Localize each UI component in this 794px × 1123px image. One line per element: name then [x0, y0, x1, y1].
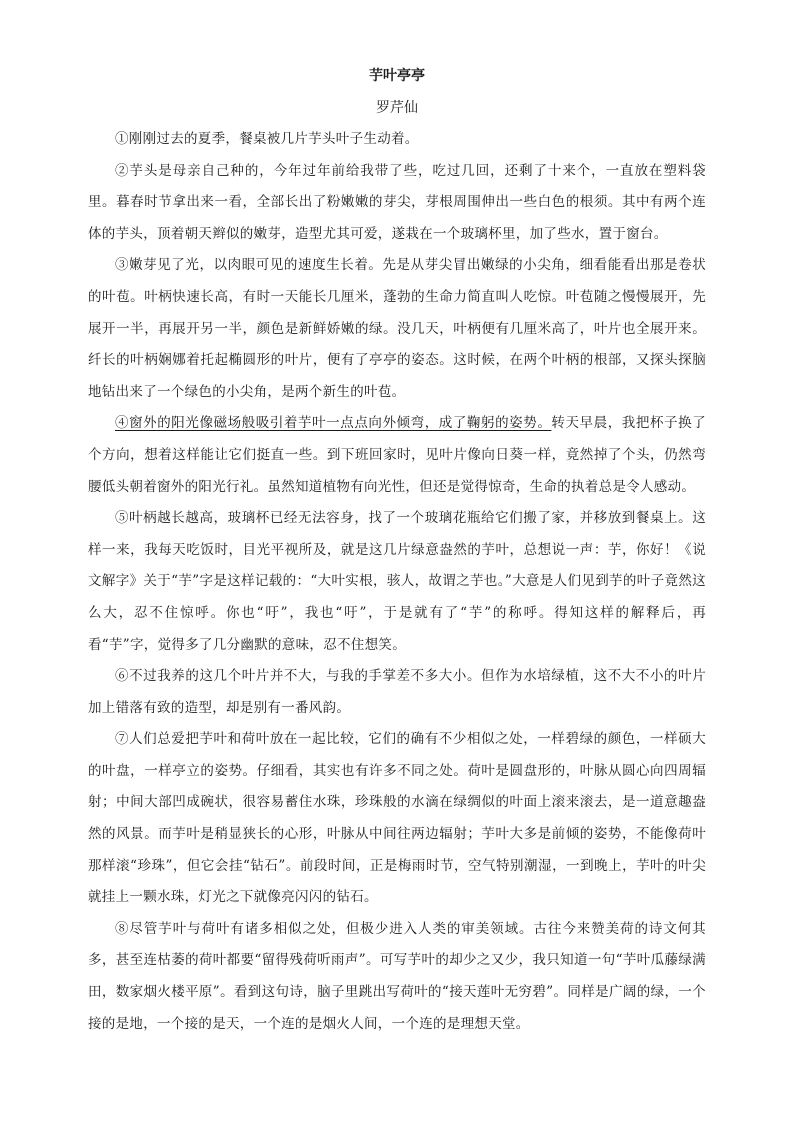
paragraph-text: ⑦人们总爱把芋叶和荷叶放在一起比较，它们的确有不少相似之处，一样碧绿的颜色，一样硕大的叶盘，一样亭立的姿势。仔细看，其实也有许多不同之处。荷叶是圆盘形的，叶脉从圆心向四周辐射；中间大部凹成碗状，很容易蓄住水珠，珍珠般的水滴在绿绸似的叶面上滚来滚去，是一道意趣盎然的风景。而芋叶是稍显狭长的心形，叶脉从中间往两边辐射；芋叶大多是前倾的姿势，不能像荷叶那样滚“珍珠”，但它会挂“钻石”。前段时间，正是梅雨时节，空气特别潮湿，一到晚上，芋叶的叶尖就挂上一颗水珠，灯光之下就像亮闪闪的钻石。 [88, 731, 706, 906]
page-title: 芋叶亭亭 [369, 68, 425, 84]
paragraph-text: ⑥不过我养的这几个叶片并不大，与我的手掌差不多大小。但作为水培绿植，这不大不小的叶片加上错落有致的造型，却是别有一番风韵。 [88, 668, 706, 716]
underlined-sentence: ④窗外的阳光像磁场般吸引着芋叶一点点向外倾弯，成了鞠躬的姿势。 [115, 415, 552, 432]
paragraph-text: ⑤叶柄越长越高，玻璃杯已经无法容身，找了一个玻璃花瓶给它们搬了家，并移放到餐桌上。这样一来，我每天吃饭时，目光平视所及，就是这几片绿意盎然的芋叶，总想说一声：芋，你好！《说文解字》关于“芋”字是这样记载的：“大叶实根，骇人，故谓之芋也。”大意是人们见到芋的叶子竟然这么大，忍不住惊呼。你也“吁”，我也“吁”，于是就有了“芋”的称呼。得知这样的解释后，再看“芋”字，觉得多了几分幽默的意味，忍不住想笑。 [88, 510, 706, 653]
paragraph-4 [88, 408, 706, 503]
author-name: 罗芹仙 [376, 100, 418, 116]
paragraph-text: 转天早晨，我把杯子换了个方向，想着这样能让它们挺直一些。到下班回家时，见叶片像向日葵一样，竟然掉了个头，仍然弯腰低头朝着窗外的阳光行礼。虽然知道植物有向光性，但还是觉得惊奇，生命的执着总是令人感动。 [88, 415, 706, 495]
paragraph-text: ①刚刚过去的夏季，餐桌被几片芋头叶子生动着。 [115, 131, 419, 147]
paragraph-3 [88, 250, 706, 408]
paragraph-2 [88, 156, 706, 251]
paragraph-text: ③嫩芽见了光，以肉眼可见的速度生长着。先是从芽尖冒出嫩绿的小尖角，细看能看出那是卷状的叶苞。叶柄快速长高，有时一天能长几厘米，蓬勃的生命力简直叫人吃惊。叶苞随之慢慢展开，先展开一半，再展开另一半，颜色是新鲜娇嫩的绿。没几天，叶柄便有几厘米高了，叶片也全展开来。纤长的叶柄娴娜着托起椭圆形的叶片，便有了亭亭的姿态。这时候，在两个叶柄的根部，又探头探脑地钻出来了一个绿色的小尖角，是两个新生的叶苞。 [88, 257, 706, 400]
paragraph-text: ⑧尽管芋叶与荷叶有诸多相似之处，但极少进入人类的审美领域。古往今来赞美荷的诗文何其多，甚至连枯萎的荷叶都要“留得残荷听雨声”。可写芋叶的却少之又少，我只知道一句“芋叶瓜藤绿满田，数家烟火楼平原”。看到这句诗，脑子里跳出写荷叶的“接天莲叶无穷碧”。同样是广阔的绿，一个接的是地，一个接的是天，一个连的是烟火人间，一个连的是理想天堂。 [88, 920, 706, 1032]
paragraph-7 [88, 724, 706, 914]
paragraph-6 [88, 661, 706, 724]
paragraph-text: ②芋头是母亲自己种的，今年过年前给我带了些，吃过几回，还剩了十来个，一直放在塑料袋里。暮春时节拿出来一看，全部长出了粉嫩嫩的芽尖，芽根周围伸出一些白色的根须。其中有两个连体的芋头，顶着朝天辫似的嫩芽，造型尤其可爱，遂栽在一个玻璃杯里，加了些水，置于窗台。 [88, 162, 706, 242]
paragraph-8 [88, 914, 706, 1040]
paragraph-5 [88, 503, 706, 661]
paragraph-1 [88, 124, 706, 156]
